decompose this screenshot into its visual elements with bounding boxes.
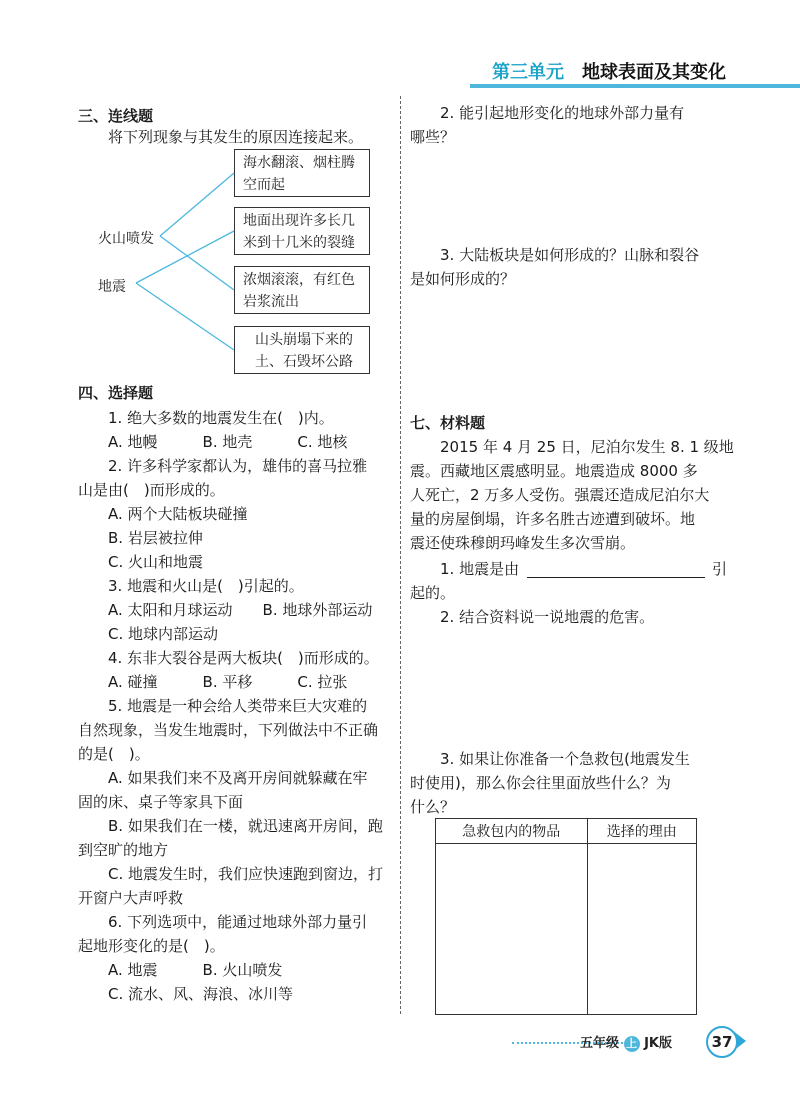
section3-title: 三、连线题: [78, 107, 154, 125]
m3-line1: 3. 如果让你准备一个急救包(地震发生: [440, 750, 690, 768]
choice-line-1: 1. 绝大多数的地震发生在( )内。: [108, 409, 334, 427]
table-header-reason: 选择的理由: [587, 819, 697, 844]
section4-title: 四、选择题: [78, 384, 154, 402]
choice-line-4: 山是由( )而形成的。: [78, 481, 225, 499]
material-line-5: 震还使珠穆朗玛峰发生多次雪崩。: [410, 534, 636, 552]
table-header-items: 急救包内的物品: [436, 819, 588, 844]
m3-line3: 什么？: [410, 798, 456, 816]
left-item-earthquake: 地震: [98, 279, 126, 295]
choice-line-7: C. 火山和地震: [108, 553, 204, 571]
left-item-volcano: 火山喷发: [98, 231, 154, 247]
section7-title: 七、材料题: [410, 414, 486, 432]
column-divider: [400, 96, 401, 1014]
match-box-2-line1: 地面出现许多长几: [243, 213, 355, 229]
match-line-4: [136, 283, 234, 350]
match-box-3-line1: 浓烟滚滚，有红色: [243, 272, 355, 288]
match-box-2-line2: 米到十几米的裂缝: [243, 235, 355, 251]
m2-question: 2. 结合资料说一说地震的危害。: [440, 608, 655, 626]
match-line-1: [160, 173, 234, 236]
choice-line-8: 3. 地震和火山是( )引起的。: [108, 577, 304, 595]
m1-suffix: 引: [712, 560, 728, 578]
match-box-3-line2: 岩浆流出: [243, 294, 299, 310]
edition-label: JK版: [644, 1036, 672, 1051]
choice-line-2: A. 地幔 B. 地壳 C. 地核: [108, 433, 348, 451]
choice-line-11: 4. 东非大裂谷是两大板块( )而形成的。: [108, 649, 379, 667]
choice-line-22: 6. 下列选项中，能通过地球外部力量引: [108, 913, 368, 931]
choice-line-23: 起地形变化的是( )。: [78, 937, 225, 955]
unit-label: 第三单元: [492, 62, 564, 83]
table-cell-items[interactable]: [436, 844, 588, 1015]
choice-line-20: C. 地震发生时，我们应快速跑到窗边，打: [108, 865, 384, 883]
m1-answer-blank[interactable]: [527, 557, 705, 578]
m1-prefix: 1. 地震是由: [440, 560, 520, 578]
choice-line-12: A. 碰撞 B. 平移 C. 拉张: [108, 673, 348, 691]
q3-line2: 是如何形成的？: [410, 270, 516, 288]
q2-line1: 2. 能引起地形变化的地球外部力量有: [440, 104, 685, 122]
matching-lines: [0, 0, 400, 400]
choice-line-18: B. 如果我们在一楼，就迅速离开房间，跑: [108, 817, 383, 835]
header-rule: [470, 84, 800, 88]
unit-title: 地球表面及其变化: [582, 62, 726, 83]
grade-label: 五年级: [580, 1036, 620, 1051]
m1-end: 起的。: [410, 584, 456, 602]
choice-line-19: 到空旷的地方: [78, 841, 169, 859]
q3-line1: 3. 大陆板块是如何形成的？山脉和裂谷: [440, 246, 700, 264]
section3-instruction: 将下列现象与其发生的原因连接起来。: [108, 128, 364, 146]
choice-line-15: 的是( )。: [78, 745, 150, 763]
choice-line-10: C. 地球内部运动: [108, 625, 219, 643]
footer-grade: [580, 1032, 672, 1052]
choice-line-16: A. 如果我们来不及离开房间就躲藏在牢: [108, 769, 368, 787]
choice-line-24: A. 地震 B. 火山喷发: [108, 961, 283, 979]
material-line-1: 2015 年 4 月 25 日，尼泊尔发生 8. 1 级地: [440, 438, 734, 456]
choice-line-25: C. 流水、风、海浪、冰川等: [108, 985, 294, 1003]
match-box-1-line1: 海水翻滚、烟柱腾: [243, 155, 355, 171]
match-box-4-line1: 山头崩塌下来的: [255, 332, 353, 348]
match-box-4-line2: 土、石毁坏公路: [255, 354, 353, 370]
choice-line-3: 2. 许多科学家都认为，雄伟的喜马拉雅: [108, 457, 368, 475]
match-line-3: [136, 231, 234, 283]
material-line-2: 震。西藏地区震感明显。地震造成 8000 多: [410, 462, 698, 480]
material-line-3: 人死亡，2 万多人受伤。强震还造成尼泊尔大: [410, 486, 710, 504]
choice-line-6: B. 岩层被拉伸: [108, 529, 203, 547]
choice-line-21: 开窗户大声呼救: [78, 889, 184, 907]
choice-line-5: A. 两个大陆板块碰撞: [108, 505, 248, 523]
term-badge: 上: [624, 1036, 640, 1052]
match-box-1-line2: 空而起: [243, 177, 285, 193]
q2-line2: 哪些？: [410, 128, 456, 146]
choice-line-17: 固的床、桌子等家具下面: [78, 793, 244, 811]
material-line-4: 量的房屋倒塌，许多名胜古迹遭到破坏。地: [410, 510, 696, 528]
first-aid-kit-table: [435, 818, 697, 1015]
choice-line-9: A. 太阳和月球运动 B. 地球外部运动: [108, 601, 373, 619]
m3-line2: 时使用)，那么你会往里面放些什么？为: [410, 774, 671, 792]
table-cell-reason[interactable]: [587, 844, 697, 1015]
choice-line-13: 5. 地震是一种会给人类带来巨大灾难的: [108, 697, 368, 715]
page-number: 37: [706, 1026, 738, 1058]
match-line-2: [160, 236, 234, 290]
choice-line-14: 自然现象，当发生地震时，下列做法中不正确: [78, 721, 379, 739]
